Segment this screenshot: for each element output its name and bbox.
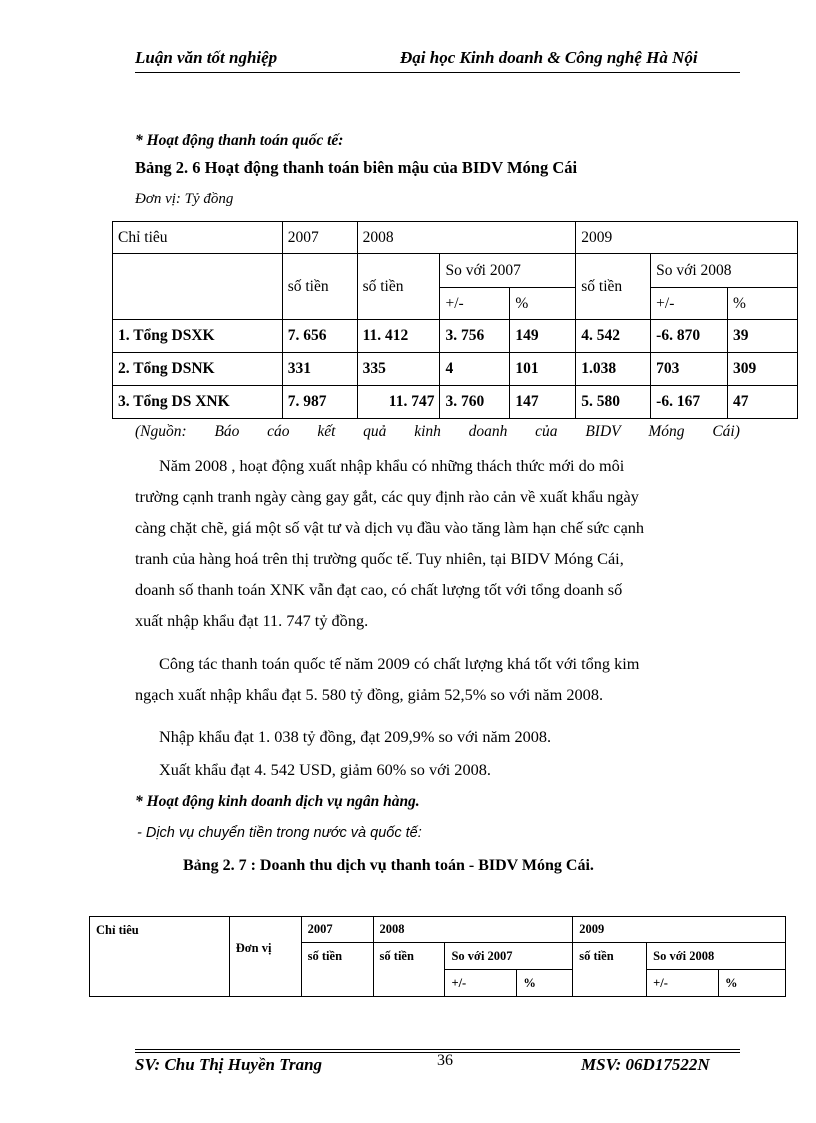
- cell-pct-2008: 309: [728, 353, 798, 386]
- table1-unit: Đơn vị: Tỷ đồng: [135, 191, 234, 207]
- table2-header-sotien-2007: số tiền: [301, 943, 373, 997]
- table1-header-sotien-2009: số tiền: [576, 254, 651, 320]
- table2-header-donvi: Đơn vị: [229, 917, 301, 997]
- footer-msv: MSV: 06D17522N: [581, 1055, 710, 1074]
- source-word: doanh: [468, 423, 508, 440]
- cell-diff-2007: 3. 760: [440, 386, 510, 419]
- table2-header-2007: 2007: [301, 917, 373, 943]
- cell-value-2009: 1.038: [576, 353, 651, 386]
- paragraph-line: tranh của hàng hoá trên thị trường quốc tế. Tuy nhiên, tại BIDV Móng Cái,: [135, 549, 624, 568]
- cell-pct-2008: 47: [728, 386, 798, 419]
- footer-student: SV: Chu Thị Huyền Trang: [135, 1055, 323, 1074]
- paragraph-line: trường cạnh tranh ngày càng gay gắt, các quy định rào cản về xuất khẩu ngày: [135, 487, 639, 506]
- table1-header-pm-2009: +/-: [651, 288, 728, 320]
- cell-pct-2008: 39: [728, 320, 798, 353]
- paragraph-line: Năm 2008 , hoạt động xuất nhập khẩu có những thách thức mới do môi: [159, 456, 625, 475]
- table-row: [113, 353, 798, 386]
- section-heading-banking-services: * Hoạt động kinh doanh dịch vụ ngân hàng.: [135, 793, 420, 810]
- table2-header-pm-2009: +/-: [647, 970, 719, 997]
- paragraph-import: Nhập khẩu đạt 1. 038 tỷ đồng, đạt 209,9% so với năm 2008.: [159, 727, 552, 746]
- cell-diff-2008: -6. 870: [651, 320, 728, 353]
- table-row: [113, 320, 798, 353]
- paragraph-2008: [135, 450, 740, 636]
- header-left: Luận văn tốt nghiệp: [135, 48, 278, 67]
- table1-header-pm-2008: +/-: [440, 288, 510, 320]
- source-word: quả: [363, 423, 387, 440]
- source-word: Báo: [214, 423, 240, 440]
- source-word: cáo: [267, 423, 290, 440]
- table1-header-blank: [113, 254, 283, 320]
- cell-value-2008: 11. 747: [357, 386, 440, 419]
- table2-header-sotien-2008: số tiền: [373, 943, 445, 997]
- paragraph-line: xuất nhập khẩu đạt 11. 747 tỷ đồng.: [135, 611, 369, 630]
- header-right: Đại học Kinh doanh & Công nghệ Hà Nội: [400, 48, 698, 67]
- header-rule: [135, 72, 740, 73]
- cell-diff-2008: -6. 167: [651, 386, 728, 419]
- table2-header-sovoi-2007: So với 2007: [445, 943, 573, 970]
- source-word: kinh: [414, 423, 441, 440]
- cell-value-2009: 4. 542: [576, 320, 651, 353]
- cell-value-2008: 335: [357, 353, 440, 386]
- source-word: BIDV: [585, 423, 621, 440]
- table2-header-pct-2009: %: [719, 970, 786, 997]
- table1-source: [135, 423, 740, 441]
- table1-header-pct-2008: %: [510, 288, 576, 320]
- subsection-transfer-services: - Dịch vụ chuyển tiền trong nước và quốc tế:: [137, 825, 422, 841]
- table1-header-2009: 2009: [576, 222, 798, 254]
- table2-header-chitieu: Chỉ tiêu: [90, 917, 230, 997]
- row-label: 2. Tổng DSNK: [113, 353, 283, 386]
- table2-header-sovoi-2008: So với 2008: [647, 943, 786, 970]
- table1-header-2007: 2007: [282, 222, 357, 254]
- row-label: 3. Tổng DS XNK: [113, 386, 283, 419]
- footer-rule-top: [135, 1049, 740, 1050]
- cell-diff-2007: 4: [440, 353, 510, 386]
- source-word: của: [535, 423, 558, 440]
- row-label: 1. Tổng DSXK: [113, 320, 283, 353]
- paragraph-line: càng chặt chẽ, giá một số vật tư và dịch vụ đầu vào tăng làm hạn chế sức cạnh: [135, 518, 645, 537]
- table2-header-pct-2008: %: [517, 970, 573, 997]
- table2-header-2008: 2008: [373, 917, 573, 943]
- section-heading-international-payment: * Hoạt động thanh toán quốc tế:: [135, 132, 344, 149]
- table1-header-sotien-2008: số tiền: [357, 254, 440, 320]
- paragraph-line: Công tác thanh toán quốc tế năm 2009 có chất lượng khá tốt với tổng kim: [159, 654, 640, 673]
- paragraph-export: Xuất khẩu đạt 4. 542 USD, giảm 60% so với 2008.: [159, 760, 491, 779]
- paragraph-line: ngạch xuất nhập khẩu đạt 5. 580 tỷ đồng, giảm 52,5% so với năm 2008.: [135, 685, 604, 704]
- page-number: 36: [437, 1052, 453, 1069]
- cell-value-2007: 331: [282, 353, 357, 386]
- table1-caption: Bảng 2. 6 Hoạt động thanh toán biên mậu của BIDV Móng Cái: [135, 158, 578, 177]
- cell-pct-2007: 149: [510, 320, 576, 353]
- table2-caption: Bảng 2. 7 : Doanh thu dịch vụ thanh toán - BIDV Móng Cái.: [183, 857, 594, 874]
- paragraph-2009: [135, 648, 740, 710]
- table1-header-2008: 2008: [357, 222, 576, 254]
- table1-header-chitieu: Chỉ tiêu: [113, 222, 283, 254]
- table2-header-pm-2008: +/-: [445, 970, 517, 997]
- source-word: Móng: [648, 423, 685, 440]
- source-word: Cái): [712, 423, 740, 440]
- source-word: kết: [317, 423, 336, 440]
- table1-header-sotien-2007: số tiền: [282, 254, 357, 320]
- cell-pct-2007: 101: [510, 353, 576, 386]
- table2-header-2009: 2009: [573, 917, 786, 943]
- cell-diff-2007: 3. 756: [440, 320, 510, 353]
- paragraph-line: doanh số thanh toán XNK vẫn đạt cao, có chất lượng tốt với tổng doanh số: [135, 580, 623, 599]
- table2: [89, 916, 786, 997]
- cell-value-2007: 7. 987: [282, 386, 357, 419]
- cell-value-2007: 7. 656: [282, 320, 357, 353]
- table-row: [113, 386, 798, 419]
- table1-header-sovoi-2007: So với 2007: [440, 254, 576, 288]
- cell-diff-2008: 703: [651, 353, 728, 386]
- table1-header-pct-2009: %: [728, 288, 798, 320]
- table1-header-sovoi-2008: So với 2008: [651, 254, 798, 288]
- cell-value-2008: 11. 412: [357, 320, 440, 353]
- cell-pct-2007: 147: [510, 386, 576, 419]
- source-word: (Nguồn:: [135, 423, 187, 440]
- cell-value-2009: 5. 580: [576, 386, 651, 419]
- table1: [112, 221, 798, 419]
- table2-header-sotien-2009: số tiền: [573, 943, 647, 997]
